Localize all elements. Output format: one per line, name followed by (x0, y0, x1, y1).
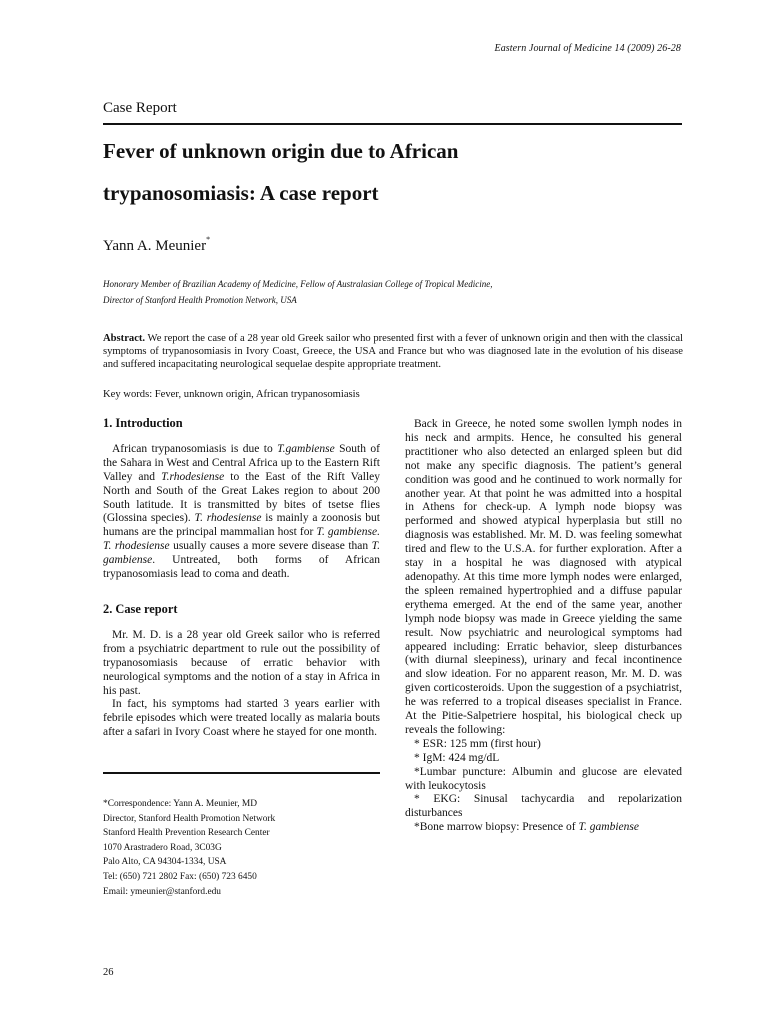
intro-text-4: is mainly a zoonosis but humans are the principal mammalian host for (103, 512, 380, 539)
intro-text-6: . Untreated, both forms of African trypanosomiasis lead to coma and death. (103, 554, 380, 581)
keywords: Key words: Fever, unknown origin, African trypanosomiasis (103, 389, 360, 400)
footnote-line-4: 1070 Arastradero Road, 3C03G (103, 842, 222, 853)
affiliation-line-1: Honorary Member of Brazilian Academy of Medicine, Fellow of Australasian College of Tropical Medicine, (103, 279, 493, 289)
article-title (103, 130, 683, 214)
case-paragraph-2: In fact, his symptoms had started 3 years earlier with febrile episodes which were treated locally as malaria bouts after a safari in Ivory Coast where he stayed for one month. (103, 698, 380, 739)
intro-italic-5: T. gambiense (103, 540, 380, 567)
intro-text-2: South of the Sahara in West and Central Africa up to the Eastern Rift Valley and (103, 442, 380, 483)
footnote-rule (103, 772, 380, 774)
bone-marrow-text: *Bone marrow biopsy: Presence of (414, 821, 579, 834)
lab-result-igm: * IgM: 424 mg/dL (414, 751, 500, 764)
intro-italic-2: T.rhodesiense (161, 470, 225, 483)
abstract-label: Abstract. (103, 333, 146, 344)
intro-text-1: African trypanosomiasis is due to (112, 442, 278, 455)
footnote-line-6: Tel: (650) 721 2802 Fax: (650) 723 6450 (103, 871, 257, 882)
lab-result-esr: * ESR: 125 mm (first hour) (414, 737, 541, 750)
footnote-line-1: *Correspondence: Yann A. Meunier, MD (103, 799, 258, 809)
footnote-line-3: Stanford Health Prevention Research Center (103, 828, 270, 839)
page-number: 26 (103, 967, 114, 978)
affiliation-line-2: Director of Stanford Health Promotion Network, USA (103, 294, 297, 305)
abstract (103, 332, 683, 371)
author-name (103, 235, 210, 255)
case-paragraph-3: Back in Greece, he noted some swollen lymph nodes in his neck and armpits. Hence, he consulted his general practitioner who also detected an enlarged spleen but did not make any specific diagnosis. The patient’s general condition was good and he continued to work normally for another year. At that point he was admitted into a hospital in Athens for check-up. A lymph node biopsy was performed and showed atypical hyperplasia but still no diagnosis was established. Mr. M. D. was feeling somewhat tired and flew to the U.S.A. for further exploration. After a stay in a hospital he was diagnosed with atypical adenopathy. At this time more lymph nodes were enlarged, the spleen remained hypertrophied and a diffuse papular erythema emerged. At the end of the same year, another lymph node biopsy was made in Greece yielding the same result. Now psychiatric and neurological symptoms had appeared including: Erratic behavior, sleep disturbances (with diurnal sleepiness), urinary and fecal incontinence and slow ideation. For no apparent reason, Mr. M. D. was given corticosteroids. Upon the suggestion of a psychiatrist, he was referred to a tropical diseases specialist in France. At the Pitie-Salpetriere hospital, his biological check up reveals the following: (405, 418, 682, 736)
title-line-1: Fever of unknown origin due to African (103, 139, 459, 163)
article-type: Case Report (103, 100, 177, 116)
footnote-line-5: Palo Alto, CA 94304-1334, USA (103, 857, 227, 868)
case-report-heading: 2. Case report (103, 601, 178, 616)
lab-result-ekg: * EKG: Sinusal tachycardia and repolarization disturbances (405, 793, 682, 820)
author-affiliation (103, 277, 683, 308)
introduction-paragraph (103, 443, 380, 582)
correspondence-footnote (103, 797, 380, 899)
lab-result-lumbar-puncture: *Lumbar puncture: Albumin and glucose are elevated with leukocytosis (405, 765, 682, 792)
title-line-2: trypanosomiasis: A case report (103, 181, 379, 205)
header-rule (103, 123, 682, 125)
intro-italic-1: T.gambiense (277, 442, 335, 455)
abstract-text: We report the case of a 28 year old Greek sailor who presented first with a fever of unknown origin and then with the classical symptoms of trypanosomiasis in Ivory Coast, Greece, the USA and France but who was diagnosed late in the evolution of his disease and suffered incapacitating neurological sequelae despite appropriate treatment. (103, 333, 683, 370)
left-column (103, 417, 380, 740)
footnote-line-7: Email: ymeunier@stanford.edu (103, 886, 221, 897)
author-footnote-mark: * (206, 235, 211, 244)
intro-italic-3: T. rhodesiense (194, 512, 262, 525)
journal-reference: Eastern Journal of Medicine 14 (2009) 26-28 (494, 43, 681, 54)
footnote-line-2: Director, Stanford Health Promotion Network (103, 813, 276, 824)
case-paragraph-1: Mr. M. D. is a 28 year old Greek sailor who is referred from a psychiatric department to rule out the possibility of trypanosomiasis because of erratic behavior with neurological symptoms and the notion of a stay in Africa in his past. (103, 628, 380, 697)
intro-text-5: usually causes a more severe disease than (169, 540, 372, 553)
lab-result-bone-marrow (405, 821, 682, 835)
author-text: Yann A. Meunier (103, 238, 207, 254)
introduction-heading: 1. Introduction (103, 416, 183, 430)
intro-text-3: to the East of the Rift Valley North and South of the Great Lakes region to about 200 South latitude. It is transmitted by bites of tsetse flies (Glossina species). (103, 470, 381, 525)
right-column (405, 418, 682, 835)
bone-marrow-organism: T. gambiense (578, 821, 639, 834)
intro-italic-4: T. gambiense. T. rhodesiense (103, 526, 380, 553)
